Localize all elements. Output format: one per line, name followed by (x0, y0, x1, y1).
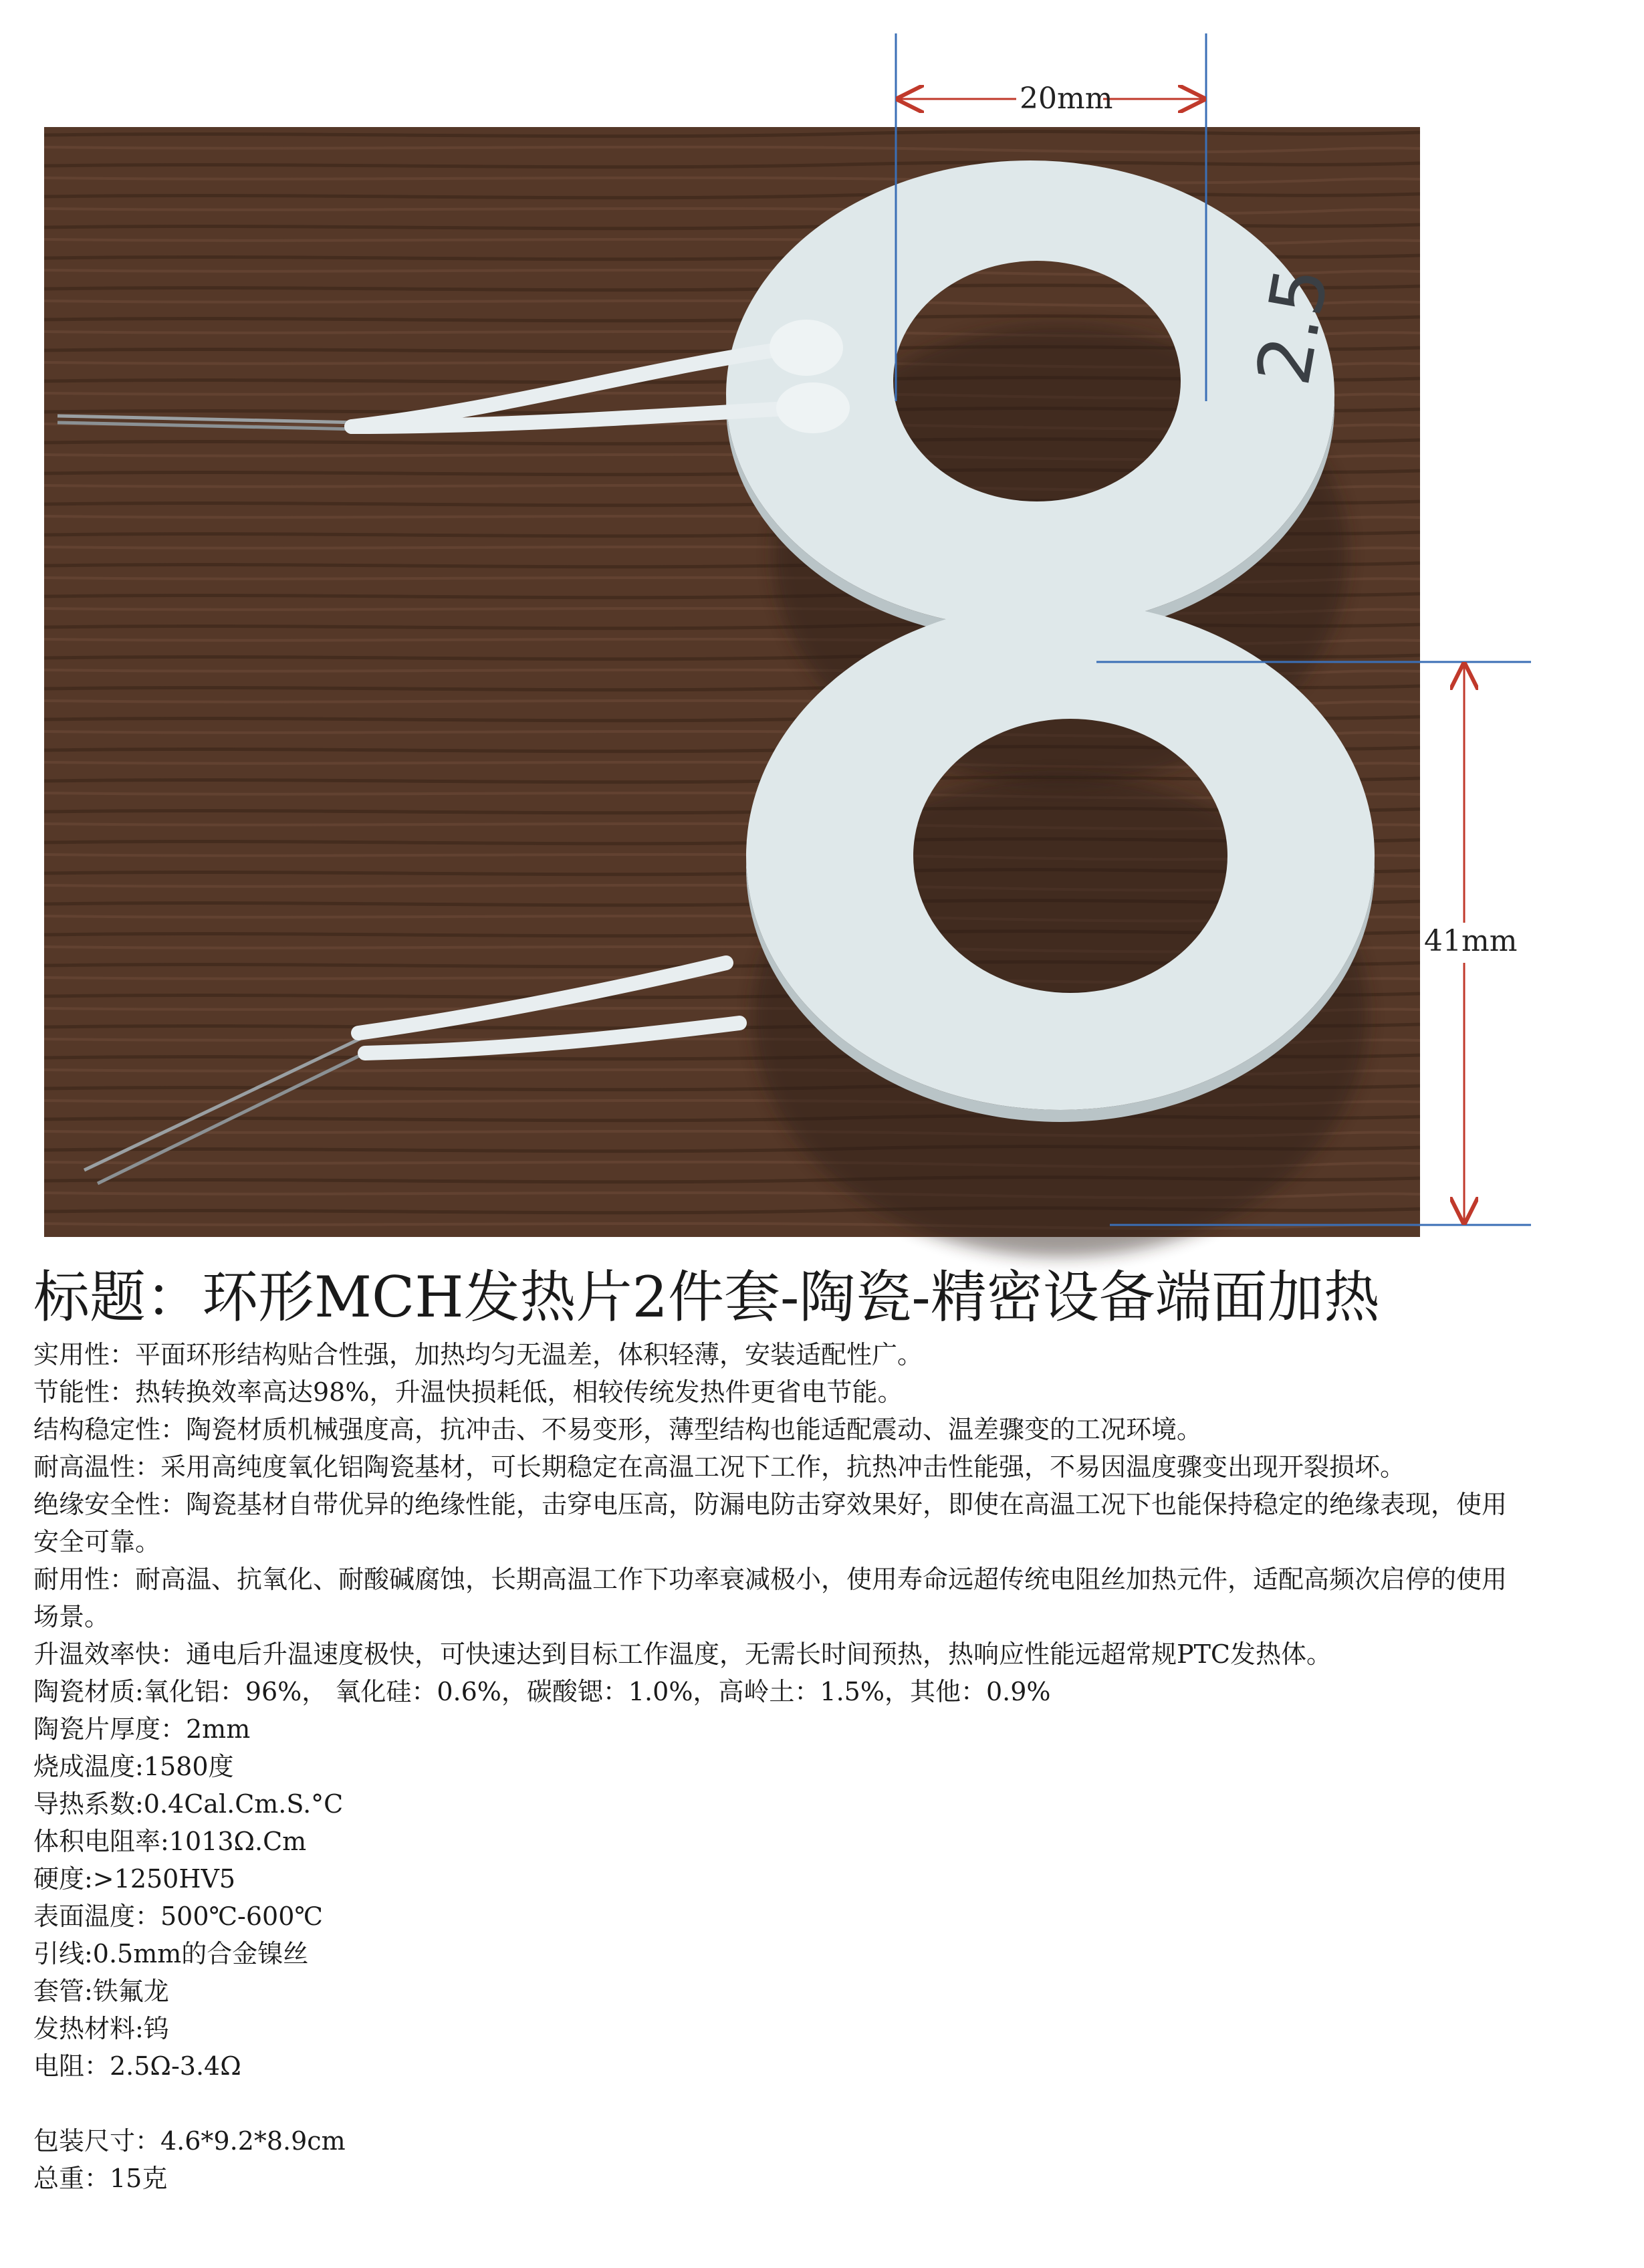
spec-line: 引线:0.5mm的合金镍丝 (33, 1939, 309, 1968)
spec-line: 升温效率快：通电后升温速度极快，可快速达到目标工作温度，无需长时间预热，热响应性能远超常规PTC发热体。 (33, 1639, 1332, 1669)
spec-line: 耐高温性：采用高纯度氧化铝陶瓷基材，可长期稳定在高温工况下工作，抗热冲击性能强，不易因温度骤变出现开裂损坏。 (33, 1452, 1406, 1482)
spec-line: 套管:铁氟龙 (33, 1976, 169, 2006)
spec-line: 节能性：热转换效率高达98%，升温快损耗低，相较传统发热件更省电节能。 (33, 1377, 903, 1407)
dim-20-label: 20mm (1020, 82, 1113, 116)
spec-line: 耐用性：耐高温、抗氧化、耐酸碱腐蚀，长期高温工作下功率衰减极小，使用寿命远超传统电阻丝加热元件，适配高频次启停的使用场景。 (33, 1565, 1508, 1631)
spec-line: 绝缘安全性：陶瓷基材自带优异的绝缘性能，击穿电压高，防漏电防击穿效果好，即使在高温工况下也能保持稳定的绝缘表现，使用安全可靠。 (33, 1490, 1508, 1557)
spec-line: 总重：15克 (33, 2164, 168, 2193)
spec-line: 表面温度：500℃-600℃ (33, 1902, 323, 1931)
svg-text:2.5: 2.5 (1240, 261, 1345, 391)
spec-line: 烧成温度:1580度 (33, 1752, 234, 1781)
dim-41-label: 41mm (1424, 924, 1518, 958)
spec-line: 陶瓷材质:氧化铝：96%， 氧化硅：0.6%，碳酸锶：1.0%，高岭土：1.5%，其他：0.9% (33, 1677, 1051, 1706)
spec-line: 结构稳定性：陶瓷材质机械强度高，抗冲击、不易变形，薄型结构也能适配震动、温差骤变的工况环境。 (33, 1415, 1203, 1444)
spec-line: 发热材料:钨 (33, 2014, 169, 2043)
page-title: 标题：环形MCH发热片2件套-陶瓷-精密设备端面加热 (33, 1264, 1380, 1330)
spec-line: 导热系数:0.4Cal.Cm.S.°C (33, 1789, 344, 1819)
spec-line: 包装尺寸：4.6*9.2*8.9cm (33, 2126, 346, 2156)
spec-line: 体积电阻率:1013Ω.Cm (33, 1827, 307, 1856)
spec-list (33, 1336, 1524, 2197)
spec-line: 陶瓷片厚度：2mm (33, 1714, 251, 1744)
spec-line: 硬度:>1250HV5 (33, 1864, 236, 1894)
spec-line: 电阻：2.5Ω-3.4Ω (33, 2051, 241, 2081)
spec-line: 实用性：平面环形结构贴合性强，加热均匀无温差，体积轻薄，安装适配性广。 (33, 1340, 923, 1369)
spec-spacer (33, 2085, 1524, 2122)
